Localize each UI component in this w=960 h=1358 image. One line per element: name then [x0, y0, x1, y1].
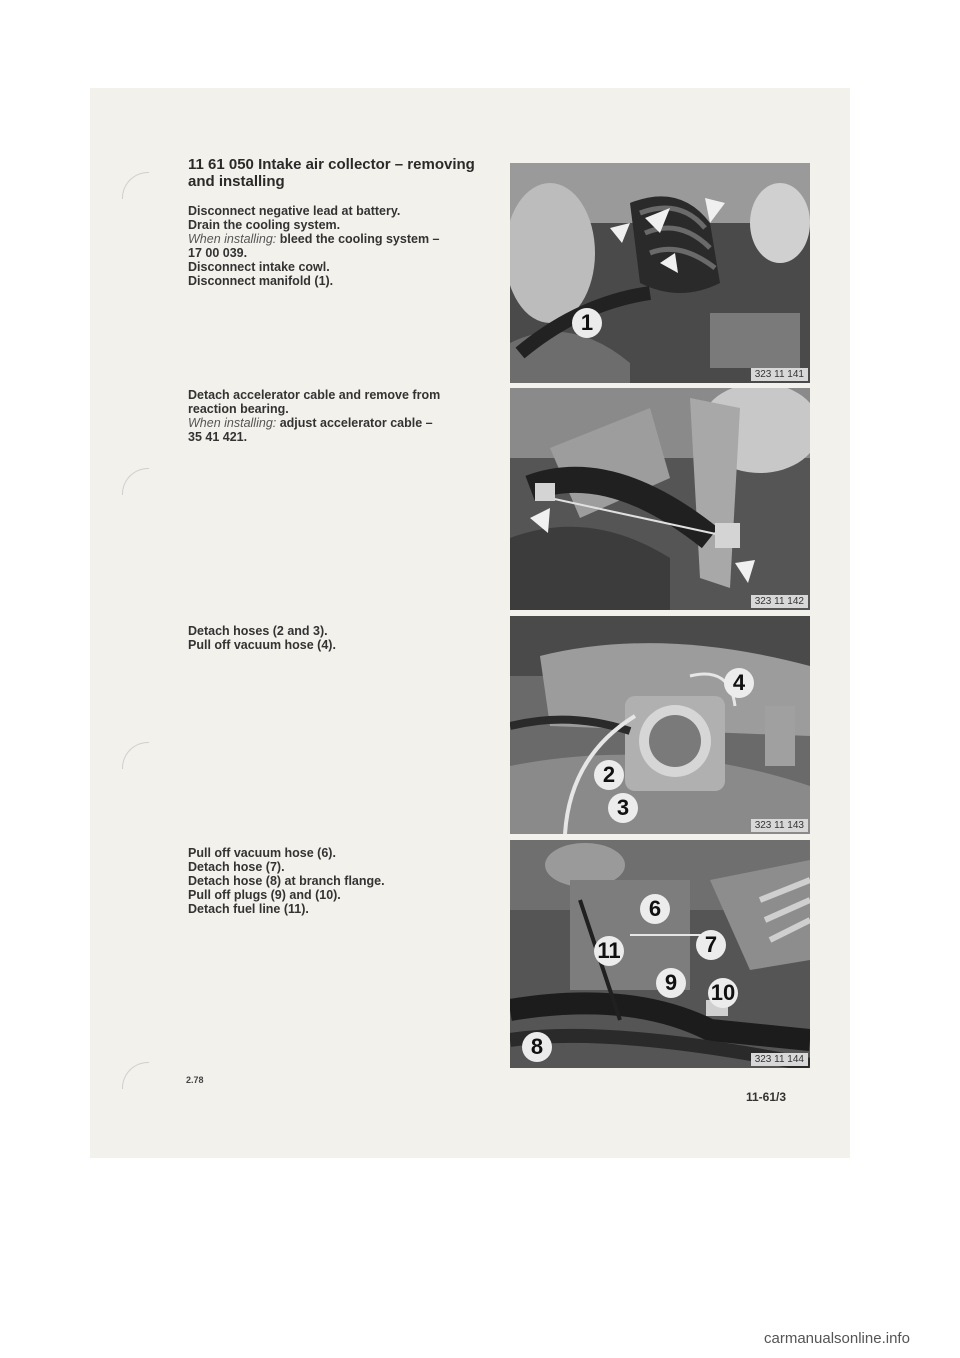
- issue-date: 2.78: [186, 1075, 204, 1085]
- photo-caption: 323 11 144: [751, 1053, 808, 1066]
- callout-2: 2: [594, 760, 624, 790]
- instruction-line: Detach accelerator cable and remove from: [188, 388, 441, 402]
- photo-caption: 323 11 141: [751, 368, 808, 381]
- step-2-instructions: [188, 388, 508, 444]
- engine-photo-1-image: [510, 163, 810, 383]
- engine-photo-2-image: [510, 388, 810, 610]
- engine-photo-4: [510, 840, 810, 1068]
- step-1-instructions: [188, 204, 508, 288]
- callout-1: 1: [572, 308, 602, 338]
- title-line: and installing: [188, 173, 285, 190]
- engine-photo-3-image: [510, 616, 810, 834]
- photo-caption: 323 11 143: [751, 819, 808, 832]
- step-3-instructions: [188, 624, 508, 652]
- callout-7: 7: [696, 930, 726, 960]
- instruction-line: Detach hose (8) at branch flange.: [188, 874, 385, 888]
- watermark[interactable]: carmanualsonline.info: [764, 1330, 910, 1347]
- instruction-line: Pull off vacuum hose (6).: [188, 846, 336, 860]
- photo-caption: 323 11 142: [751, 595, 808, 608]
- callout-10: 10: [708, 978, 738, 1008]
- instruction-line: Disconnect negative lead at battery.: [188, 204, 401, 218]
- instruction-line: Disconnect manifold (1).: [188, 274, 334, 288]
- engine-photo-1: [510, 163, 810, 383]
- instruction-line: 17 00 039.: [188, 246, 248, 260]
- instruction-line: Drain the cooling system.: [188, 218, 341, 232]
- instruction-line: Detach fuel line (11).: [188, 902, 309, 916]
- instruction-line: Disconnect intake cowl.: [188, 260, 330, 274]
- instruction-line: Pull off vacuum hose (4).: [188, 638, 336, 652]
- callout-6: 6: [640, 894, 670, 924]
- title-line: 11 61 050 Intake air collector – removing: [188, 156, 475, 173]
- instruction-line: Detach hoses (2 and 3).: [188, 624, 328, 638]
- callout-11: 11: [594, 936, 624, 966]
- instruction-line: 35 41 421.: [188, 430, 248, 444]
- page-number: 11-61/3: [746, 1090, 787, 1104]
- instruction-line: Pull off plugs (9) and (10).: [188, 888, 341, 902]
- instruction-line: When installing: bleed the cooling system –: [188, 232, 440, 246]
- callout-4: 4: [724, 668, 754, 698]
- callout-8: 8: [522, 1032, 552, 1062]
- instruction-line: reaction bearing.: [188, 402, 289, 416]
- engine-photo-3: [510, 616, 810, 834]
- step-4-instructions: [188, 846, 508, 916]
- engine-photo-4-image: [510, 840, 810, 1068]
- instruction-line: When installing: adjust accelerator cable –: [188, 416, 433, 430]
- callout-9: 9: [656, 968, 686, 998]
- instruction-line: Detach hose (7).: [188, 860, 285, 874]
- page-title: [188, 156, 518, 190]
- engine-photo-2: [510, 388, 810, 610]
- callout-3: 3: [608, 793, 638, 823]
